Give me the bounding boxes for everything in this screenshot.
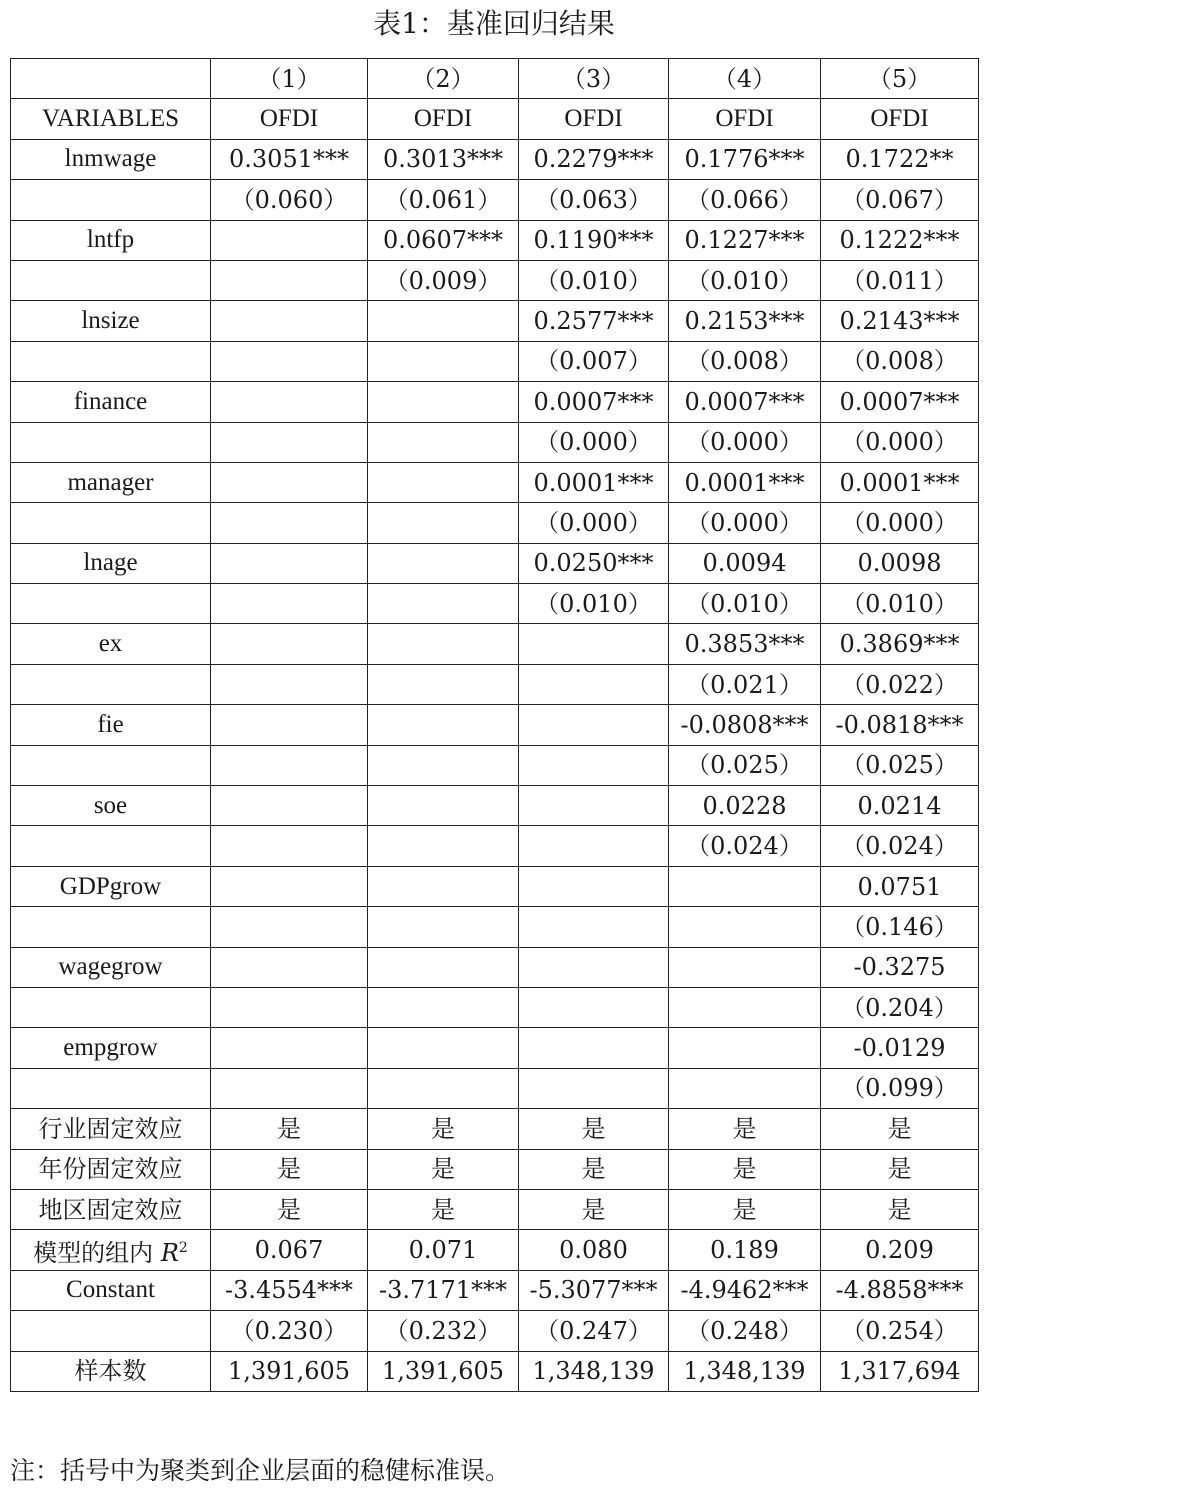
constant-row bbox=[11, 1270, 979, 1310]
standard-error-row bbox=[11, 826, 979, 866]
row-label: lnmwage bbox=[11, 139, 211, 179]
table-cell: （0.011） bbox=[821, 260, 979, 300]
table-cell: （0.000） bbox=[821, 422, 979, 462]
table-cell bbox=[519, 1028, 669, 1068]
table-cell: 是 bbox=[211, 1109, 368, 1149]
coefficient-row bbox=[11, 624, 979, 664]
row-label: empgrow bbox=[11, 1028, 211, 1068]
table-cell: -3.4554*** bbox=[211, 1270, 368, 1310]
dependent-variable-row bbox=[11, 99, 979, 139]
row-label: ex bbox=[11, 624, 211, 664]
table-cell: （0.099） bbox=[821, 1068, 979, 1108]
table-cell bbox=[211, 1028, 368, 1068]
table-cell: 0.0098 bbox=[821, 543, 979, 583]
fixed-effect-row bbox=[11, 1149, 979, 1189]
table-cell: 0.0001*** bbox=[821, 462, 979, 502]
table-cell: （0.000） bbox=[519, 503, 669, 543]
table-cell: 0.3853*** bbox=[669, 624, 821, 664]
table-cell bbox=[211, 341, 368, 381]
table-cell bbox=[519, 866, 669, 906]
table-cell bbox=[519, 624, 669, 664]
table-cell: 是 bbox=[368, 1189, 519, 1229]
table-cell: （0.024） bbox=[821, 826, 979, 866]
constant-se-row bbox=[11, 1311, 979, 1351]
table-cell: 0.071 bbox=[368, 1230, 519, 1270]
table-cell: 0.2577*** bbox=[519, 301, 669, 341]
table-cell bbox=[368, 422, 519, 462]
standard-error-row bbox=[11, 584, 979, 624]
column-number: （5） bbox=[821, 59, 979, 99]
table-cell bbox=[211, 1068, 368, 1108]
row-label: GDPgrow bbox=[11, 866, 211, 906]
table-cell: （0.010） bbox=[669, 260, 821, 300]
dependent-variable: OFDI bbox=[669, 99, 821, 139]
table-cell: -0.0818*** bbox=[821, 705, 979, 745]
table-cell: （0.067） bbox=[821, 180, 979, 220]
table-cell bbox=[211, 705, 368, 745]
table-cell: 0.3013*** bbox=[368, 139, 519, 179]
table-cell bbox=[519, 826, 669, 866]
dependent-variable: OFDI bbox=[821, 99, 979, 139]
table-cell bbox=[211, 907, 368, 947]
table-cell: 是 bbox=[519, 1109, 669, 1149]
table-cell: （0.021） bbox=[669, 664, 821, 704]
table-cell bbox=[211, 987, 368, 1027]
table-cell: （0.008） bbox=[821, 341, 979, 381]
table-cell bbox=[368, 543, 519, 583]
column-number: （2） bbox=[368, 59, 519, 99]
table-cell: 是 bbox=[519, 1149, 669, 1189]
standard-error-row bbox=[11, 1068, 979, 1108]
table-cell: （0.000） bbox=[821, 503, 979, 543]
table-cell bbox=[211, 947, 368, 987]
coefficient-row bbox=[11, 786, 979, 826]
row-label bbox=[11, 341, 211, 381]
table-cell bbox=[211, 866, 368, 906]
table-cell: -4.8858*** bbox=[821, 1270, 979, 1310]
table-cell: 是 bbox=[368, 1109, 519, 1149]
coefficient-row bbox=[11, 705, 979, 745]
fixed-effect-row bbox=[11, 1189, 979, 1229]
column-number-row bbox=[11, 59, 979, 99]
table-cell: （0.000） bbox=[669, 503, 821, 543]
table-cell: 0.1190*** bbox=[519, 220, 669, 260]
table-cell bbox=[368, 705, 519, 745]
standard-error-row bbox=[11, 180, 979, 220]
table-cell: -0.3275 bbox=[821, 947, 979, 987]
row-label bbox=[11, 826, 211, 866]
r-squared-symbol: R bbox=[160, 1238, 179, 1267]
table-cell: 0.0751 bbox=[821, 866, 979, 906]
row-label: lnage bbox=[11, 543, 211, 583]
table-cell: 是 bbox=[669, 1189, 821, 1229]
table-cell: -0.0808*** bbox=[669, 705, 821, 745]
table-cell: 0.1776*** bbox=[669, 139, 821, 179]
table-cell: （0.022） bbox=[821, 664, 979, 704]
row-label: 地区固定效应 bbox=[11, 1189, 211, 1229]
header-blank-cell bbox=[11, 59, 211, 99]
row-label: 年份固定效应 bbox=[11, 1149, 211, 1189]
table-cell bbox=[368, 624, 519, 664]
table-cell: 是 bbox=[669, 1149, 821, 1189]
row-label bbox=[11, 422, 211, 462]
table-cell: （0.000） bbox=[519, 422, 669, 462]
table-cell bbox=[519, 664, 669, 704]
table-cell: （0.024） bbox=[669, 826, 821, 866]
table-title: 表1：基准回归结果 bbox=[373, 7, 615, 40]
table-cell: （0.007） bbox=[519, 341, 669, 381]
table-cell: 是 bbox=[519, 1189, 669, 1229]
table-cell bbox=[211, 382, 368, 422]
table-cell bbox=[211, 503, 368, 543]
table-cell bbox=[519, 786, 669, 826]
table-cell bbox=[519, 987, 669, 1027]
table-cell: （0.009） bbox=[368, 260, 519, 300]
table-cell: 0.2143*** bbox=[821, 301, 979, 341]
standard-error-row bbox=[11, 422, 979, 462]
column-number: （3） bbox=[519, 59, 669, 99]
table-cell: （0.146） bbox=[821, 907, 979, 947]
row-label: soe bbox=[11, 786, 211, 826]
table-cell: 1,391,605 bbox=[368, 1351, 519, 1391]
coefficient-row bbox=[11, 462, 979, 502]
coefficient-row bbox=[11, 301, 979, 341]
table-cell bbox=[368, 786, 519, 826]
table-cell bbox=[368, 664, 519, 704]
table-cell bbox=[368, 826, 519, 866]
table-cell: （0.254） bbox=[821, 1311, 979, 1351]
table-cell: （0.063） bbox=[519, 180, 669, 220]
table-cell bbox=[211, 745, 368, 785]
table-cell: -3.7171*** bbox=[368, 1270, 519, 1310]
row-label: manager bbox=[11, 462, 211, 502]
table-cell: 0.0007*** bbox=[669, 382, 821, 422]
r-squared-superscript: 2 bbox=[178, 1239, 188, 1256]
table-cell: 是 bbox=[211, 1149, 368, 1189]
table-cell: （0.008） bbox=[669, 341, 821, 381]
coefficient-row bbox=[11, 139, 979, 179]
variables-header: VARIABLES bbox=[11, 99, 211, 139]
row-label: wagegrow bbox=[11, 947, 211, 987]
table-cell: 1,348,139 bbox=[519, 1351, 669, 1391]
table-cell bbox=[368, 1068, 519, 1108]
table-cell: -5.3077*** bbox=[519, 1270, 669, 1310]
table-cell: 0.2279*** bbox=[519, 139, 669, 179]
column-number: （4） bbox=[669, 59, 821, 99]
regression-table bbox=[10, 58, 979, 1392]
table-cell bbox=[211, 826, 368, 866]
table-cell bbox=[211, 462, 368, 502]
row-label: 行业固定效应 bbox=[11, 1109, 211, 1149]
dependent-variable: OFDI bbox=[519, 99, 669, 139]
table-cell: 是 bbox=[669, 1109, 821, 1149]
row-label bbox=[11, 1068, 211, 1108]
table-cell bbox=[368, 866, 519, 906]
table-cell: 0.0001*** bbox=[669, 462, 821, 502]
standard-error-row bbox=[11, 987, 979, 1027]
table-cell bbox=[519, 705, 669, 745]
table-cell: 1,348,139 bbox=[669, 1351, 821, 1391]
row-label bbox=[11, 907, 211, 947]
table-cell: 0.067 bbox=[211, 1230, 368, 1270]
table-cell: 0.0607*** bbox=[368, 220, 519, 260]
table-cell bbox=[368, 987, 519, 1027]
table-cell: 0.0228 bbox=[669, 786, 821, 826]
coefficient-row bbox=[11, 866, 979, 906]
table-cell bbox=[368, 382, 519, 422]
row-label: finance bbox=[11, 382, 211, 422]
table-cell: 0.0250*** bbox=[519, 543, 669, 583]
table-cell: 0.1722** bbox=[821, 139, 979, 179]
table-cell: 0.2153*** bbox=[669, 301, 821, 341]
table-cell: 是 bbox=[211, 1189, 368, 1229]
coefficient-row bbox=[11, 543, 979, 583]
row-label bbox=[11, 745, 211, 785]
table-cell bbox=[519, 1068, 669, 1108]
table-cell bbox=[211, 260, 368, 300]
standard-error-row bbox=[11, 664, 979, 704]
table-cell bbox=[211, 786, 368, 826]
table-cell: 是 bbox=[368, 1149, 519, 1189]
table-cell bbox=[368, 947, 519, 987]
table-cell bbox=[368, 301, 519, 341]
coefficient-row bbox=[11, 382, 979, 422]
table-cell: 0.1222*** bbox=[821, 220, 979, 260]
row-label bbox=[11, 180, 211, 220]
table-cell bbox=[211, 624, 368, 664]
table-cell bbox=[368, 503, 519, 543]
table-cell bbox=[368, 341, 519, 381]
table-cell: 0.0007*** bbox=[821, 382, 979, 422]
table-cell bbox=[211, 664, 368, 704]
table-cell: （0.025） bbox=[821, 745, 979, 785]
standard-error-row bbox=[11, 341, 979, 381]
table-cell bbox=[211, 543, 368, 583]
table-cell: （0.232） bbox=[368, 1311, 519, 1351]
table-cell: 0.0094 bbox=[669, 543, 821, 583]
table-cell bbox=[669, 1028, 821, 1068]
table-cell bbox=[368, 584, 519, 624]
table-cell: 1,391,605 bbox=[211, 1351, 368, 1391]
row-label bbox=[11, 987, 211, 1027]
table-cell: 1,317,694 bbox=[821, 1351, 979, 1391]
table-cell: （0.010） bbox=[519, 584, 669, 624]
table-cell bbox=[368, 462, 519, 502]
table-cell: 0.189 bbox=[669, 1230, 821, 1270]
row-label: lntfp bbox=[11, 220, 211, 260]
table-cell: -4.9462*** bbox=[669, 1270, 821, 1310]
table-cell: 0.0001*** bbox=[519, 462, 669, 502]
table-cell: （0.061） bbox=[368, 180, 519, 220]
table-cell bbox=[368, 745, 519, 785]
table-cell: 是 bbox=[821, 1189, 979, 1229]
row-label bbox=[11, 664, 211, 704]
table-cell: 0.1227*** bbox=[669, 220, 821, 260]
table-cell bbox=[211, 220, 368, 260]
column-number: （1） bbox=[211, 59, 368, 99]
coefficient-row bbox=[11, 947, 979, 987]
r-squared-row bbox=[11, 1230, 979, 1270]
table-cell: （0.000） bbox=[669, 422, 821, 462]
row-label bbox=[11, 584, 211, 624]
standard-error-row bbox=[11, 745, 979, 785]
table-cell bbox=[519, 947, 669, 987]
table-cell bbox=[211, 422, 368, 462]
table-cell bbox=[519, 907, 669, 947]
table-cell: 0.0007*** bbox=[519, 382, 669, 422]
table-cell bbox=[669, 907, 821, 947]
table-cell: （0.025） bbox=[669, 745, 821, 785]
table-cell: 是 bbox=[821, 1149, 979, 1189]
table-cell: （0.010） bbox=[669, 584, 821, 624]
regression-table-body bbox=[11, 59, 979, 1392]
table-cell: （0.248） bbox=[669, 1311, 821, 1351]
table-note: 注：括号中为聚类到企业层面的稳健标准误。 bbox=[10, 1456, 511, 1485]
fixed-effect-row bbox=[11, 1109, 979, 1149]
table-cell: （0.247） bbox=[519, 1311, 669, 1351]
table-cell: （0.010） bbox=[821, 584, 979, 624]
coefficient-row bbox=[11, 1028, 979, 1068]
table-cell: （0.204） bbox=[821, 987, 979, 1027]
table-cell bbox=[211, 301, 368, 341]
row-label bbox=[11, 260, 211, 300]
row-label: fie bbox=[11, 705, 211, 745]
row-label: lnsize bbox=[11, 301, 211, 341]
standard-error-row bbox=[11, 503, 979, 543]
standard-error-row bbox=[11, 260, 979, 300]
dependent-variable: OFDI bbox=[211, 99, 368, 139]
table-cell: -0.0129 bbox=[821, 1028, 979, 1068]
table-cell: （0.230） bbox=[211, 1311, 368, 1351]
table-cell: （0.060） bbox=[211, 180, 368, 220]
table-cell bbox=[368, 907, 519, 947]
row-label: Constant bbox=[11, 1270, 211, 1310]
table-cell: （0.066） bbox=[669, 180, 821, 220]
table-cell bbox=[669, 1068, 821, 1108]
table-cell: 是 bbox=[821, 1109, 979, 1149]
table-cell bbox=[669, 866, 821, 906]
table-cell bbox=[669, 987, 821, 1027]
table-cell: （0.010） bbox=[519, 260, 669, 300]
row-label bbox=[11, 1311, 211, 1351]
table-cell: 0.209 bbox=[821, 1230, 979, 1270]
row-label bbox=[11, 1230, 211, 1270]
table-cell: 0.3051*** bbox=[211, 139, 368, 179]
r-squared-label-text: 模型的组内 bbox=[33, 1238, 154, 1267]
table-cell: 0.080 bbox=[519, 1230, 669, 1270]
observations-row bbox=[11, 1351, 979, 1391]
table-cell bbox=[669, 947, 821, 987]
dependent-variable: OFDI bbox=[368, 99, 519, 139]
coefficient-row bbox=[11, 220, 979, 260]
table-cell bbox=[519, 745, 669, 785]
table-cell: 0.3869*** bbox=[821, 624, 979, 664]
row-label: 样本数 bbox=[11, 1351, 211, 1391]
row-label bbox=[11, 503, 211, 543]
table-cell bbox=[368, 1028, 519, 1068]
table-cell: 0.0214 bbox=[821, 786, 979, 826]
table-cell bbox=[211, 584, 368, 624]
standard-error-row bbox=[11, 907, 979, 947]
